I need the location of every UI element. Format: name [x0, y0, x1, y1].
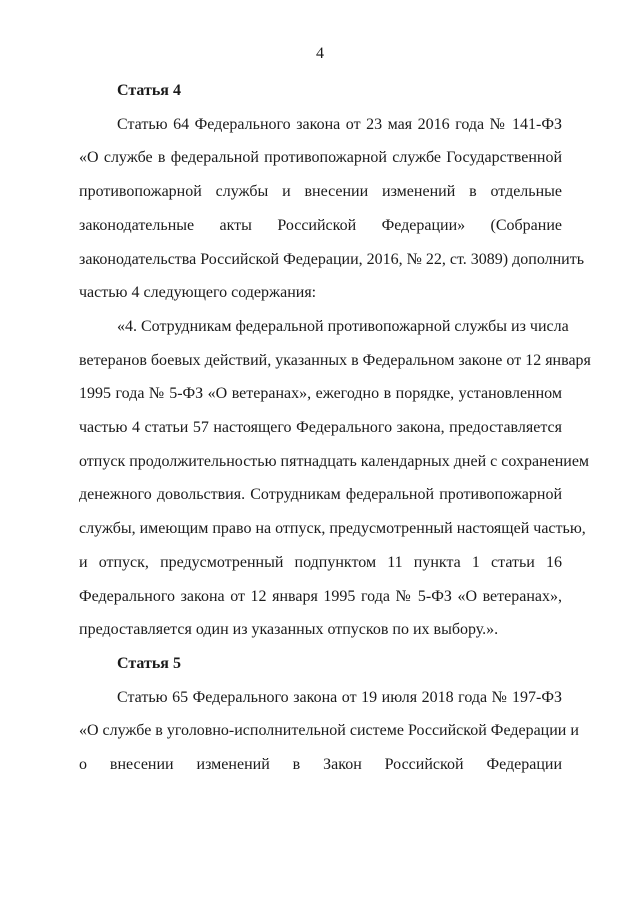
text-line: службы, имеющим право на отпуск, предусмотренный настоящей частью, [79, 520, 586, 538]
text-line: противопожарной службы и внесении изменений в отдельные [79, 183, 562, 201]
text-line: «О службе в федеральной противопожарной службе Государственной [79, 149, 562, 167]
text-line: о внесении изменений в Закон Российской Федерации [79, 756, 562, 774]
text-line: ветеранов боевых действий, указанных в Федеральном законе от 12 января [79, 351, 591, 369]
article-heading: Статья 4 [117, 82, 181, 99]
text-line: частью 4 следующего содержания: [79, 284, 317, 302]
article-heading: Статья 5 [117, 654, 181, 672]
text-line: Статью 65 Федерального закона от 19 июля 2018 года № 197-ФЗ [117, 688, 562, 706]
text-line: и отпуск, предусмотренный подпунктом 11 пункта 1 статьи 16 [79, 553, 562, 571]
text-line: денежного довольствия. Сотрудникам федеральной противопожарной [79, 486, 562, 504]
text-line: законодательства Российской Федерации, 2016, № 22, ст. 3089) дополнить [79, 250, 585, 268]
text-line: законодательные акты Российской Федерации» (Собрание [79, 216, 562, 234]
text-line: 1995 года № 5-ФЗ «О ветеранах», ежегодно в порядке, установленном [79, 385, 562, 403]
text-line: отпуск продолжительностью пятнадцать календарных дней с сохранением [79, 452, 590, 470]
text-line: «О службе в уголовно-исполнительной системе Российской Федерации и [79, 722, 579, 740]
document-body [79, 74, 591, 782]
text-line: предоставляется один из указанных отпусков по их выбору.». [79, 621, 499, 639]
paragraph [79, 310, 591, 647]
text-line: Федерального закона от 12 января 1995 года № 5-ФЗ «О ветеранах», [79, 587, 562, 605]
text-line: «4. Сотрудникам федеральной противопожарной службы из числа [117, 317, 569, 335]
text-line: Статью 64 Федерального закона от 23 мая 2016 года № 141-ФЗ [117, 115, 562, 133]
text-line: частью 4 статьи 57 настоящего Федерального закона, предоставляется [79, 419, 562, 437]
paragraph [79, 681, 579, 782]
paragraph [79, 108, 585, 310]
page-number: 4 [316, 45, 324, 62]
